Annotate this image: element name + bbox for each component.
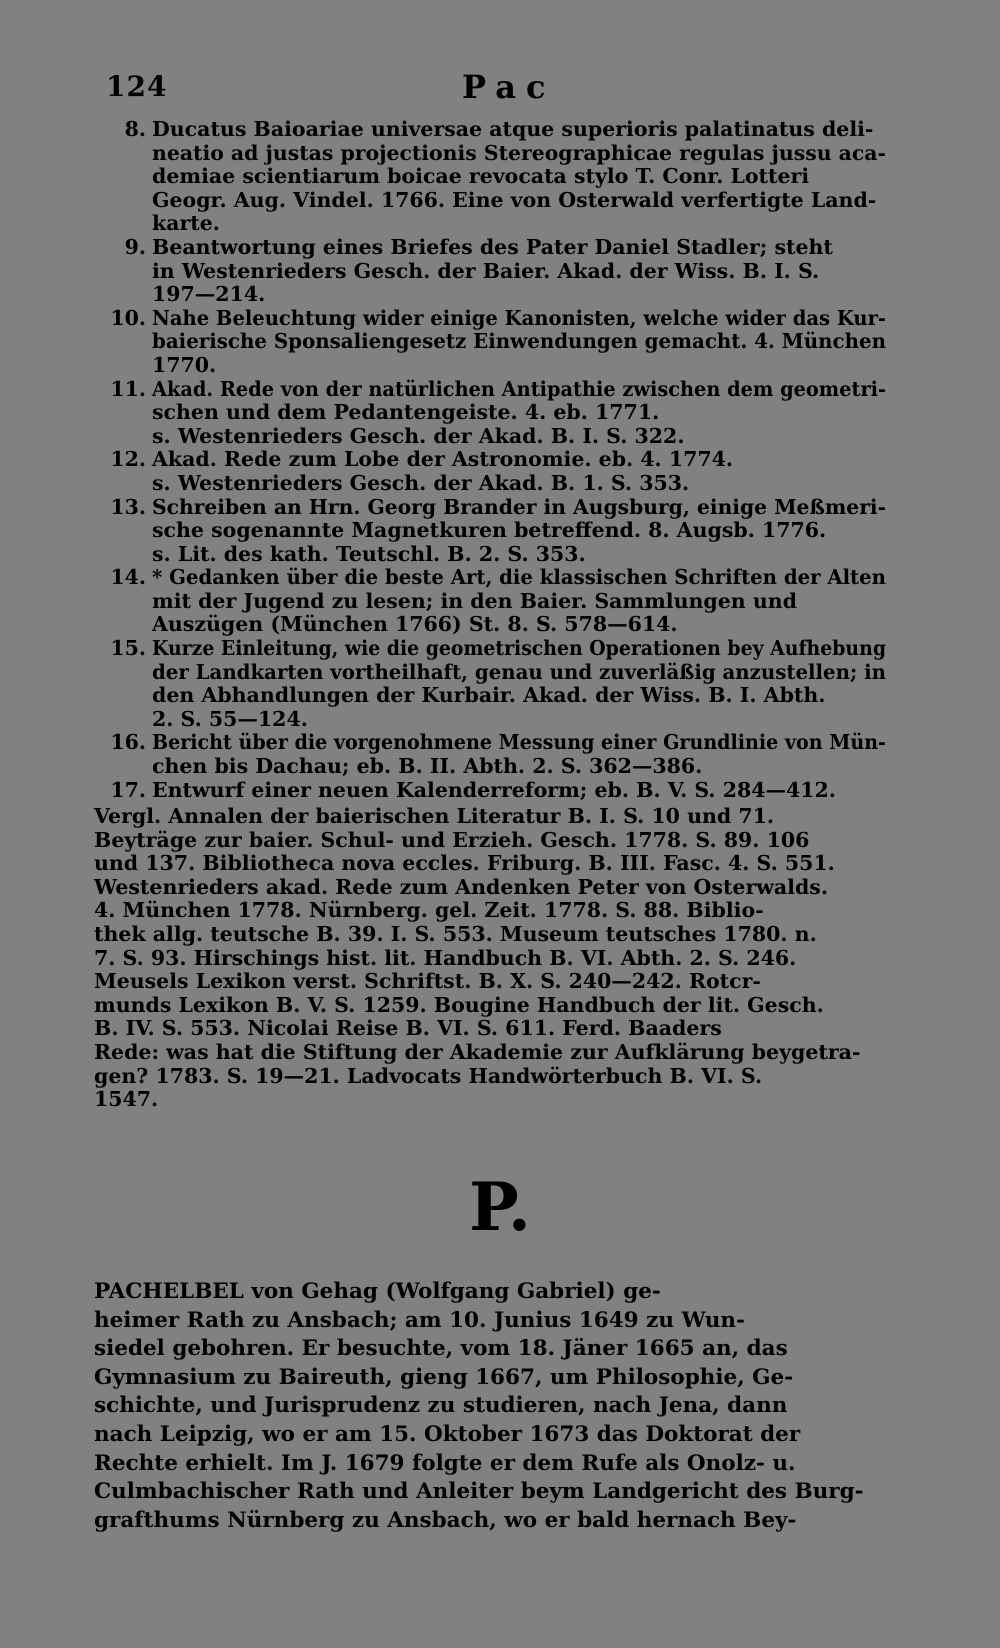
article-line: Culmbachischer Rath und Anleiter beym Landgericht des Burg- <box>94 1479 864 1505</box>
bibliography-entry <box>106 236 886 307</box>
reference-line: 4. München 1778. Nürnberg. gel. Zeit. 1778. S. 88. Biblio- <box>94 898 764 923</box>
bibliography-entry <box>106 118 886 236</box>
article-line: siedel gebohren. Er besuchte, vom 18. Jäner 1665 an, das <box>94 1336 788 1362</box>
bibliography-entry <box>106 378 886 449</box>
bibliography-list <box>106 118 886 802</box>
entry-number: 8. <box>124 117 146 141</box>
entry-line: Akad. Rede von der natürlichen Antipathie zwischen dem geometri- <box>152 376 887 401</box>
reference-line: thek allg. teutsche B. 39. I. S. 553. Museum teutsches 1780. n. <box>94 921 817 946</box>
entry-line: Bericht über die vorgenohmene Messung einer Grundlinie von Mün- <box>152 730 886 755</box>
entry-text <box>152 496 886 567</box>
entry-line: s. Westenrieders Gesch. der Akad. B. 1. S. 353. <box>152 470 690 495</box>
bibliography-entry <box>106 637 886 731</box>
entry-line: Kurze Einleitung, wie die geometrischen Operationen bey Aufhebung <box>152 636 887 661</box>
entry-number: 12. <box>110 447 146 472</box>
reference-line: 1547. <box>94 1087 159 1112</box>
reference-line: Meusels Lexikon verst. Schriftst. B. X. S. 240—242. Rotcr- <box>94 969 761 994</box>
reference-line: Westenrieders akad. Rede zum Andenken Peter von Osterwalds. <box>94 874 828 899</box>
article-line: Rechte erhielt. Im J. 1679 folgte er dem Rufe als Onolz- u. <box>94 1450 796 1476</box>
entry-line: schen und dem Pedantengeiste. 4. eb. 1771. <box>152 400 660 425</box>
entry-line: Schreiben an Hrn. Georg Brander in Augsburg, einige Meßmeri- <box>152 494 886 519</box>
bibliography-entry <box>106 448 886 495</box>
entry-line: chen bis Dachau; eb. B. II. Abth. 2. S. 362—386. <box>152 754 703 779</box>
entry-text <box>152 378 886 449</box>
bibliography-entry <box>106 496 886 567</box>
page-header <box>106 70 886 114</box>
entry-text <box>152 448 886 495</box>
entry-line: Geogr. Aug. Vindel. 1766. Eine von Osterwald verfertigte Land- <box>152 187 877 212</box>
entry-number: 13. <box>110 494 146 519</box>
article-line: Gymnasium zu Baireuth, gieng 1667, um Philosophie, Ge- <box>94 1364 794 1390</box>
entry-line: baierische Sponsaliengesetz Einwendungen gemacht. 4. München <box>152 329 886 354</box>
entry-line: mit der Jugend zu lesen; in den Baier. Sammlungen und <box>152 588 797 613</box>
entry-line: karte. <box>152 211 220 236</box>
entry-text <box>152 731 886 778</box>
running-head: Pac <box>462 68 556 106</box>
biography-article <box>94 1278 874 1535</box>
entry-line: s. Westenrieders Gesch. der Akad. B. I. S. 322. <box>152 423 685 448</box>
reference-line: 7. S. 93. Hirschings hist. lit. Handbuch B. VI. Abth. 2. S. 246. <box>94 945 797 970</box>
entry-line: Nahe Beleuchtung wider einige Kanonisten, welche wider das Kur- <box>152 305 886 330</box>
article-line: PACHELBEL von Gehag (Wolfgang Gabriel) ge- <box>94 1279 661 1304</box>
entry-text <box>152 637 886 731</box>
section-letter: P. <box>469 1168 531 1246</box>
entry-line: Ducatus Baioariae universae atque superioris palatinatus deli- <box>152 117 874 141</box>
entry-line: 197—214. <box>152 282 266 307</box>
entry-line: der Landkarten vortheilhaft, genau und zuverläßig anzustellen; in <box>152 659 886 684</box>
entry-line: neatio ad justas projectionis Stereographicae regulas jussu aca- <box>152 140 886 165</box>
entry-line: in Westenrieders Gesch. der Baier. Akad. der Wiss. B. I. S. <box>152 258 820 283</box>
reference-line: und 137. Bibliotheca nova eccles. Friburg. B. III. Fasc. 4. S. 551. <box>94 851 835 876</box>
reference-line: gen? 1783. S. 19—21. Ladvocats Handwörterbuch B. VI. S. <box>94 1063 763 1088</box>
entry-line: * Gedanken über die beste Art, die klassischen Schriften der Alten <box>152 565 886 590</box>
entry-line: Entwurf einer neuen Kalenderreform; eb. B. V. S. 284—412. <box>152 777 836 802</box>
bibliography-entry <box>106 731 886 778</box>
entry-number: 14. <box>110 565 146 590</box>
reference-line: Beyträge zur baier. Schul- und Erzieh. Gesch. 1778. S. 89. 106 <box>94 827 810 852</box>
article-line: grafthums Nürnberg zu Ansbach, wo er bald hernach Bey- <box>94 1507 797 1533</box>
entry-line: Beantwortung eines Briefes des Pater Daniel Stadler; steht <box>152 234 833 259</box>
reference-line: B. IV. S. 553. Nicolai Reise B. VI. S. 611. Ferd. Baaders <box>94 1016 722 1041</box>
entry-line: demiae scientiarum boicae revocata stylo T. Conr. Lotteri <box>152 164 810 189</box>
entry-line: Auszügen (München 1766) St. 8. S. 578—614. <box>152 612 678 637</box>
article-line: schichte, und Jurisprudenz zu studieren, nach Jena, dann <box>94 1393 788 1419</box>
reference-line: Vergl. Annalen der baierischen Literatur B. I. S. 10 und 71. <box>94 804 775 828</box>
entry-line: den Abhandlungen der Kurbair. Akad. der Wiss. B. I. Abth. <box>152 683 826 708</box>
entry-line: 2. S. 55—124. <box>152 706 308 731</box>
entry-line: s. Lit. des kath. Teutschl. B. 2. S. 353. <box>152 541 586 566</box>
references-paragraph <box>94 805 878 1112</box>
entry-number: 11. <box>110 376 146 401</box>
article-line: heimer Rath zu Ansbach; am 10. Junius 1649 zu Wun- <box>94 1307 745 1333</box>
entry-number: 9. <box>124 234 146 259</box>
entry-number: 16. <box>110 730 146 755</box>
bibliography-entry <box>106 779 886 803</box>
entry-number: 15. <box>110 636 146 661</box>
bibliography-entry <box>106 566 886 637</box>
bibliography-entry <box>106 307 886 378</box>
entry-text <box>152 307 886 378</box>
entry-line: sche sogenannte Magnetkuren betreffend. 8. Augsb. 1776. <box>152 518 827 543</box>
entry-text <box>152 118 886 236</box>
reference-line: munds Lexikon B. V. S. 1259. Bougine Handbuch der lit. Gesch. <box>94 992 824 1017</box>
entry-line: 1770. <box>152 352 217 377</box>
entry-line: Akad. Rede zum Lobe der Astronomie. eb. 4. 1774. <box>152 447 734 472</box>
entry-text <box>152 566 886 637</box>
page-number: 124 <box>106 70 168 103</box>
article-line: nach Leipzig, wo er am 15. Oktober 1673 das Doktorat der <box>94 1421 801 1447</box>
entry-number: 10. <box>110 305 146 330</box>
entry-number: 17. <box>110 777 146 802</box>
entry-text <box>152 779 886 803</box>
entry-text <box>152 236 886 307</box>
reference-line: Rede: was hat die Stiftung der Akademie zur Aufklärung beygetra- <box>94 1039 861 1064</box>
